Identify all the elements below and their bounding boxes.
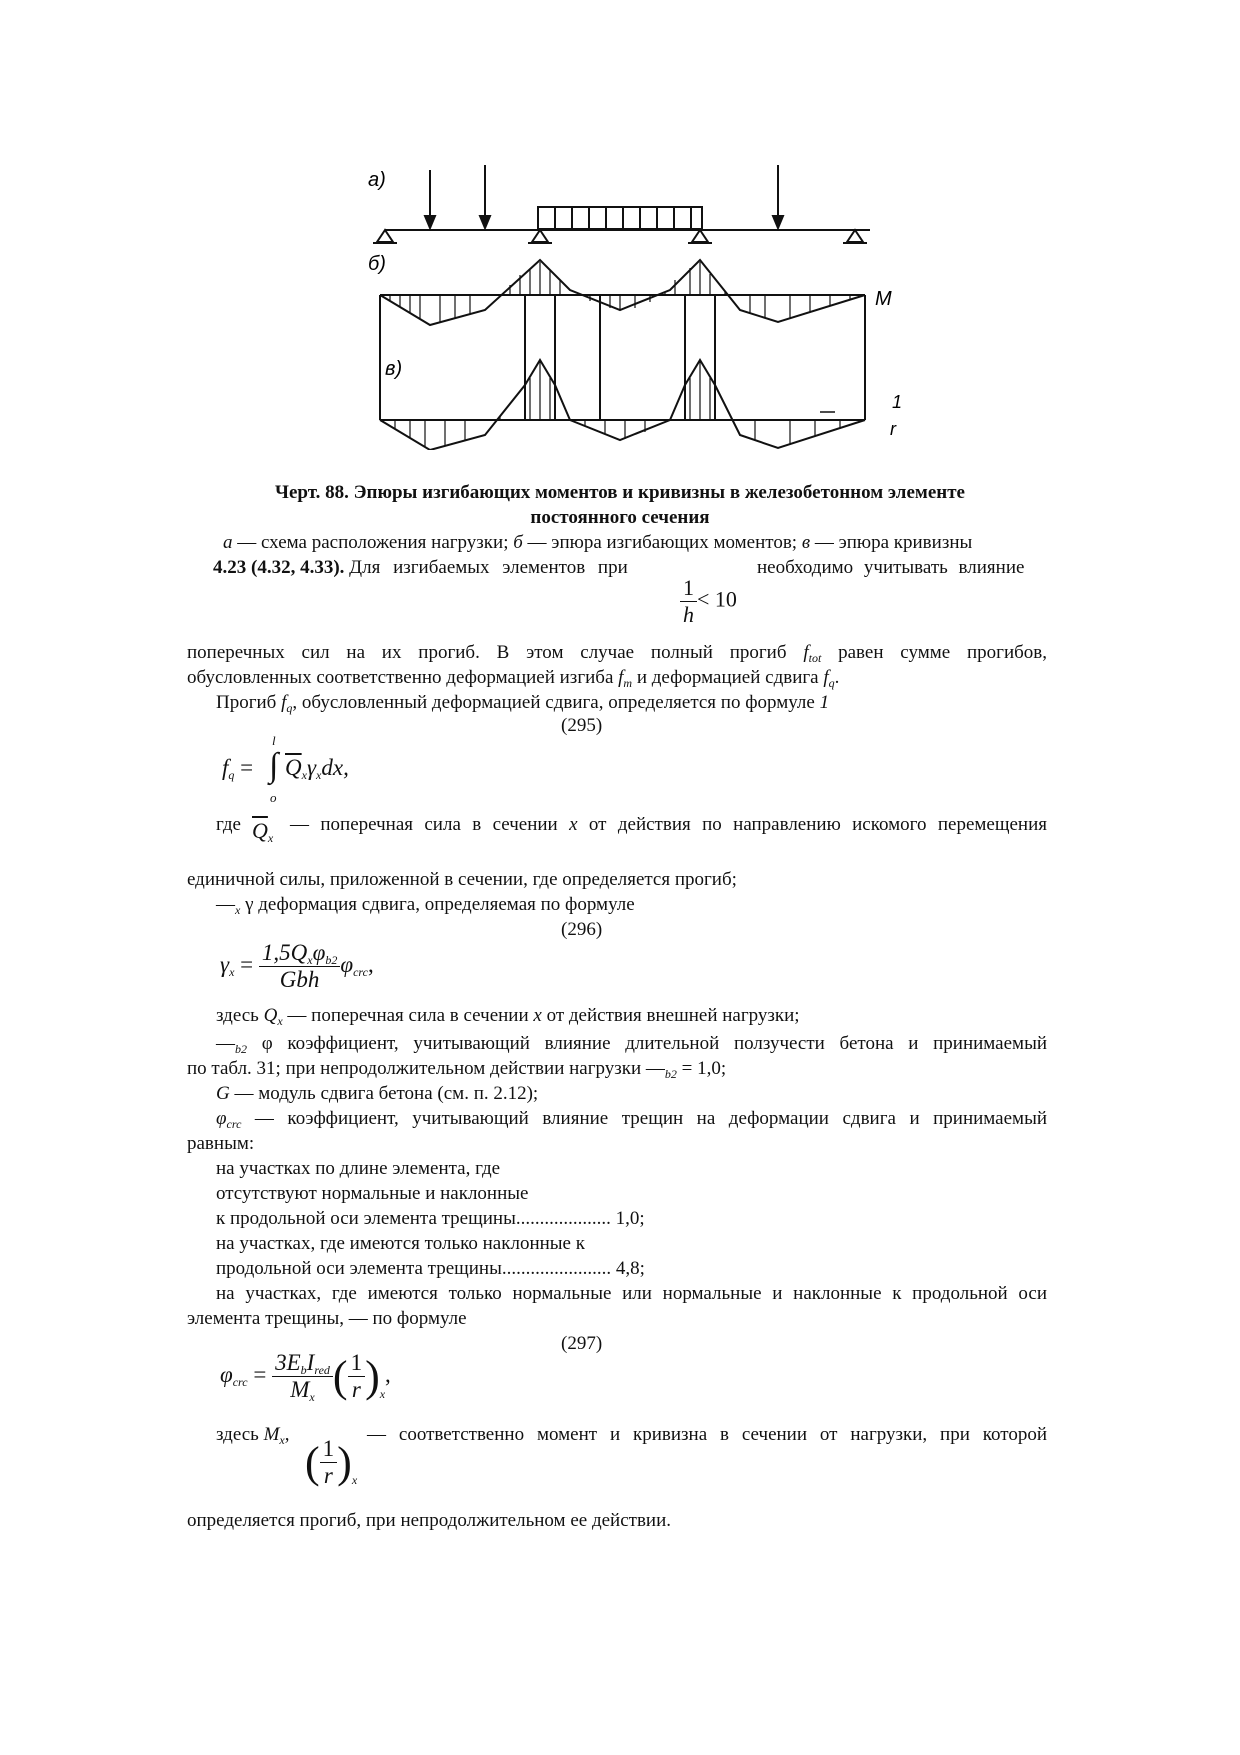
where1-text: — поперечная сила в сечении [290, 814, 558, 835]
eq297-f-den: r [351, 1377, 361, 1402]
where3-line1-b: — соответственно момент и кривизна в сечении от нагрузки, при которой [367, 1424, 1047, 1445]
list-line-1: на участках по длине элемента, где [216, 1158, 501, 1179]
label-v: в) [385, 358, 403, 380]
label-a: а) [368, 169, 386, 191]
eq296-number: (296) [561, 919, 603, 940]
f-q-sub: q [828, 676, 835, 690]
where2-line1-c: от действия внешней нагрузки; [546, 1005, 800, 1026]
where2-line3 [187, 1056, 726, 1083]
eq297-den-sub: x [309, 1390, 315, 1404]
eq295-lhs: f [222, 755, 229, 780]
where1-text2: от действия по направлению искомого перемещения [588, 814, 1047, 835]
support-1 [377, 230, 393, 242]
where3-line1 [367, 1422, 1047, 1447]
eq295-gamma: γ [306, 755, 317, 780]
cond-rhs: < 10 [697, 586, 737, 612]
section-intro-left [213, 555, 683, 580]
list-line-3: к продольной оси элемента трещины.................... 1,0; [216, 1208, 645, 1229]
condition-formula [680, 575, 737, 628]
support-3 [692, 230, 708, 242]
where1-line2: единичной силы, приложенной в сечении, где определяется прогиб; [187, 869, 737, 890]
figure-legend [223, 530, 972, 555]
list-line-7: элемента трещины, — по формуле [187, 1308, 467, 1329]
eq297-number: (297) [561, 1333, 603, 1354]
eq295-lhs-sub: q [228, 768, 235, 782]
f-q-2: f [281, 692, 287, 713]
where3-comma: , [284, 1424, 290, 1445]
eq297-rparen: ) [365, 1352, 380, 1401]
eq297-num-I: I [306, 1350, 315, 1375]
eq296-comma: , [367, 951, 374, 977]
where2-G [216, 1081, 538, 1106]
where2-line1-a: здесь [216, 1005, 259, 1026]
eq296-num: 1,5Q [261, 940, 308, 965]
eq296-phi-sub: crc [353, 964, 368, 979]
line4-a: Прогиб [216, 692, 277, 713]
cond-den: h [683, 602, 694, 627]
eq296-lhs: γ [220, 951, 230, 977]
caption-line-1: Черт. 88. Эпюры изгибающих моментов и кривизны в железобетонном элементе [275, 482, 965, 503]
eq297-lhs: φ [220, 1361, 233, 1387]
where2-line3-dash: — [645, 1058, 665, 1079]
eq297-lhs-sub: crc [232, 1374, 248, 1389]
where3-f-den: r [323, 1463, 333, 1488]
paragraph-line-4 [216, 690, 829, 717]
where2-Q-sub: x [277, 1014, 283, 1028]
where2-line3-b: = 1,0; [681, 1058, 727, 1079]
where2-phicrc [216, 1106, 1047, 1133]
line3-a: обусловленных соответственно деформацией изгиба [187, 667, 614, 688]
label-curv-num: 1 [892, 392, 903, 412]
line3-c: . [834, 667, 840, 688]
cond-num: 1 [680, 575, 697, 602]
G-symbol: G [216, 1083, 230, 1104]
eq295-formula [222, 735, 422, 805]
legend-b: б [513, 532, 523, 553]
gamma-text: γ деформация сдвига, определяемая по формуле [245, 894, 635, 915]
label-m: M [875, 288, 892, 310]
support-2 [532, 230, 548, 242]
eq296-den: Gbh [279, 967, 320, 992]
list-line-4: на участках, где имеются только наклонные к [216, 1233, 585, 1254]
where2-line1-b: — поперечная сила в сечении [287, 1005, 529, 1026]
G-text: — модуль сдвига бетона (см. п. 2.12); [234, 1083, 539, 1104]
eq296-eq: = [240, 951, 254, 977]
paragraph-line-3 [187, 665, 839, 692]
eq295-dx: dx, [321, 755, 349, 780]
f-tot-sub: tot [808, 651, 822, 665]
where2-line2 [216, 1031, 1047, 1058]
eq295-number: (295) [561, 715, 603, 736]
section-intro-right [757, 555, 1024, 580]
where2-x: x [533, 1005, 542, 1026]
f-q: f [823, 667, 829, 688]
label-curv-den: r [890, 419, 896, 439]
where3-M: M [263, 1424, 280, 1445]
where3-line1-a: здесь [216, 1424, 259, 1445]
eq295-lower: o [270, 790, 277, 805]
curvature-curve [380, 360, 865, 450]
gamma-dash-sub: x [235, 903, 241, 917]
where3-lparen: ( [305, 1438, 320, 1487]
where1-gamma [216, 892, 635, 919]
where2-line6: равным: [187, 1133, 255, 1154]
eq297-num: 3E [275, 1350, 301, 1375]
phicrc-symbol: φ [216, 1108, 227, 1129]
where2-line3-sub: b2 [664, 1067, 677, 1081]
eq297-formula [220, 1350, 391, 1403]
eq295-upper: l [272, 733, 276, 748]
eq295-eq: = [240, 755, 254, 780]
where2-Q: Q [263, 1005, 278, 1026]
line2-text: поперечных сил на их прогиб. В этом случае полный прогиб [187, 642, 787, 663]
f-tot: f [803, 642, 809, 663]
where3-line2: определяется прогиб, при непродолжительном ее действии. [187, 1510, 671, 1531]
eq295-gamma-sub: x [316, 768, 322, 782]
eq296-lhs-sub: x [229, 964, 235, 979]
eq297-f-sub: x [379, 1386, 386, 1401]
where3-curvature [305, 1436, 357, 1489]
eq296-phi: φ [340, 951, 354, 977]
eq297-num-sub2: red [314, 1363, 330, 1377]
phi-dash-sub: b2 [235, 1042, 247, 1056]
legend-a-text: — схема расположения нагрузки; [232, 532, 514, 553]
legend-v: в [801, 532, 811, 553]
where3-f-sub: x [351, 1472, 358, 1487]
line2-end: равен сумме прогибов, [838, 642, 1048, 663]
list-line-6 [216, 1281, 1047, 1306]
eq296-num-phi: φ [312, 940, 326, 965]
eq297-f-num: 1 [348, 1350, 366, 1377]
where3-left [216, 1422, 290, 1449]
eq297-eq: = [253, 1361, 267, 1387]
phi-text: φ коэффициент, учитывающий влияние длительной ползучести бетона и принимаемый [261, 1033, 1048, 1054]
eq297-comma: , [385, 1361, 391, 1387]
label-b: б) [368, 253, 386, 275]
gamma-dash: — [216, 894, 235, 915]
phicrc-sub: crc [226, 1117, 242, 1131]
eq296-formula [220, 940, 374, 993]
where1-prefix: где [216, 814, 241, 835]
caption-line-2: постоянного сечения [530, 507, 710, 528]
legend-v-text: — эпюра кривизны [810, 532, 973, 553]
phi-dash: — [216, 1033, 235, 1054]
integral-sign: ∫ [269, 747, 279, 784]
eq297-lparen: ( [332, 1352, 348, 1401]
where1-line1 [290, 812, 1047, 837]
legend-a: а [223, 532, 233, 553]
eq297-den: M [290, 1377, 310, 1402]
paragraph-line-2 [187, 640, 1047, 667]
figure-caption-title [180, 480, 1060, 530]
section-intro-part1: Для изгибаемых элементов при [349, 557, 628, 578]
moment-curve [380, 260, 865, 325]
section-number: 4.23 (4.32, 4.33). [213, 557, 345, 578]
support-4 [847, 230, 863, 242]
where2-line3-a: по табл. 31; при непродолжительном действии нагрузки [187, 1058, 642, 1079]
eq296-num-sub2: b2 [325, 953, 338, 967]
where3-M-sub: x [279, 1433, 285, 1447]
section-intro-part2: необходимо учитывать влияние [757, 557, 1025, 578]
line4-b: , обусловленный деформацией сдвига, определяется по формуле [292, 692, 815, 713]
legend-b-text: — эпюра изгибающих моментов; [522, 532, 802, 553]
where1-x: x [569, 814, 578, 835]
list-line-6-text: на участках, где имеются только нормальные или нормальные и наклонные к продольной оси [216, 1283, 1047, 1304]
f-m-sub: m [623, 676, 633, 690]
eq296-num-sub1: x [307, 953, 313, 967]
line3-b: и деформацией сдвига [636, 667, 819, 688]
beam-diagram-figure [360, 150, 920, 450]
where1-symbol [252, 818, 273, 844]
phicrc-text: — коэффициент, учитывающий влияние трещин на деформации сдвига и принимаемый [254, 1108, 1048, 1129]
where2-line1 [216, 1003, 800, 1030]
eq295-Q: $\overline{Q}$ [285, 755, 302, 780]
f-m: f [618, 667, 624, 688]
eq297-num-sub1: b [300, 1363, 307, 1377]
list-line-5: продольной оси элемента трещины....................... 4,8; [216, 1258, 645, 1279]
where3-rparen: ) [337, 1438, 352, 1487]
f-q-sub-2: q [286, 701, 293, 715]
list-line-2: отсутствуют нормальные и наклонные [216, 1183, 529, 1204]
where1-Q: $\overline{Q}$ [252, 818, 268, 843]
line4-ref: 1 [819, 692, 830, 713]
where1-Q-sub: x [267, 831, 274, 845]
distributed-load [538, 207, 702, 229]
eq295-Q-sub: x [301, 768, 307, 782]
where3-f-num: 1 [320, 1436, 338, 1463]
